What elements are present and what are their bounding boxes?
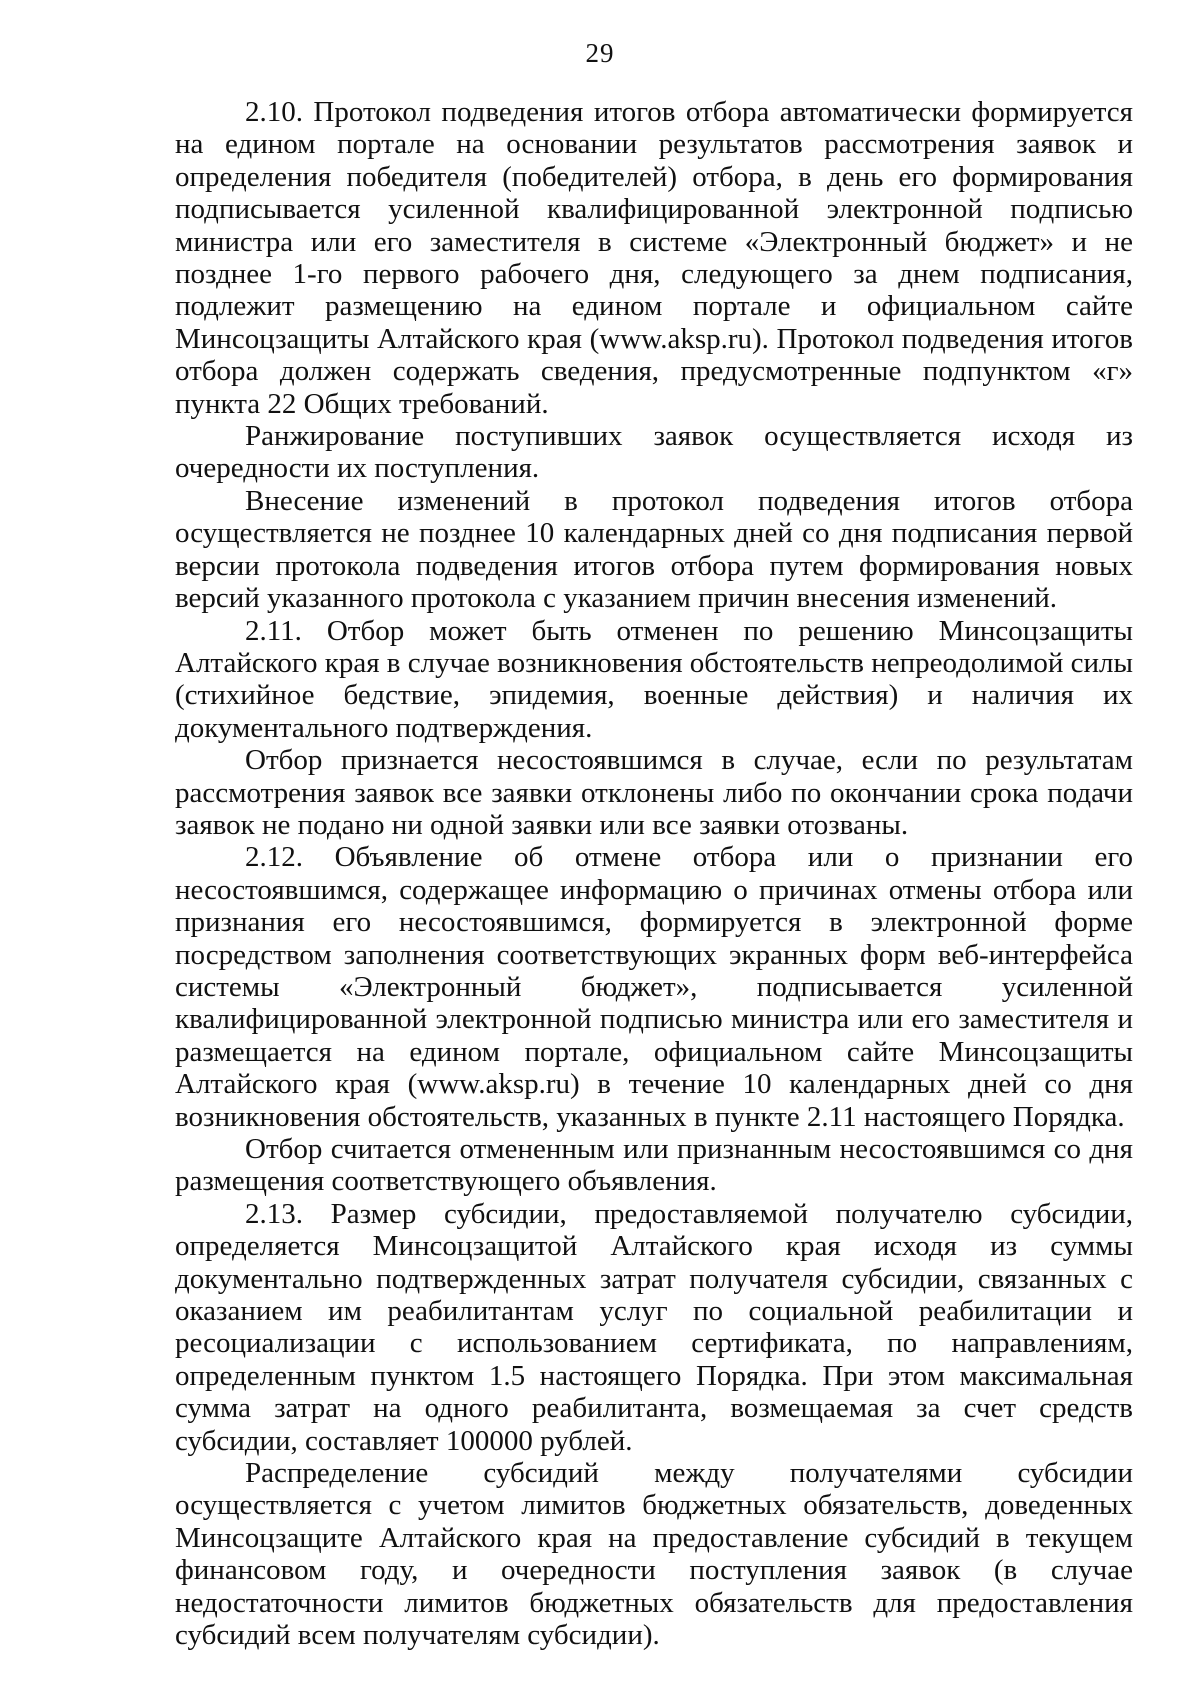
paragraph-2-11: 2.11. Отбор может быть отменен по решению Минсоцзащиты Алтайского края в случае возникновения обстоятельств непреодолимой силы (стихийное бедствие, эпидемия, военные действия) и наличия их документального подтверждения. [175, 614, 1133, 744]
document-body [175, 96, 1133, 1652]
paragraph-2-10: 2.10. Протокол подведения итогов отбора автоматически формируется на едином портале на основании результатов рассмотрения заявок и определения победителя (победителей) отбора, в день его формирования подписывается усиленной квалифицированной электронной подписью министра или его заместителя в системе «Электронный бюджет» и не позднее 1-го первого рабочего дня, следующего за днем подписания, подлежит размещению на едином портале и официальном сайте Минсоцзащиты Алтайского края (www.aksp.ru). Протокол подведения итогов отбора должен содержать сведения, предусмотренные подпунктом «г» пункта 22 Общих требований. [175, 96, 1133, 420]
paragraph-2-12: 2.12. Объявление об отмене отбора или о признании его несостоявшимся, содержащее информацию о причинах отмены отбора или признания его несостоявшимся, формируется в электронной форме посредством заполнения соответствующих экранных форм веб-интерфейса системы «Электронный бюджет», подписывается усиленной квалифицированной электронной подписью министра или его заместителя и размещается на едином портале, официальном сайте Минсоцзащиты Алтайского края (www.aksp.ru) в течение 10 календарных дней со дня возникновения обстоятельств, указанных в пункте 2.11 настоящего Порядка. [175, 841, 1133, 1133]
paragraph-ranking: Ранжирование поступивших заявок осуществляется исходя из очередности их поступления. [175, 420, 1133, 485]
page-number: 29 [585, 38, 615, 68]
paragraph-2-13: 2.13. Размер субсидии, предоставляемой получателю субсидии, определяется Минсоцзащитой Алтайского края исходя из суммы документально подтвержденных затрат получателя субсидии, связанных с оказанием им реабилитантам услуг по социальной реабилитации и ресоциализации с использованием сертификата, по направлениям, определенным пунктом 1.5 настоящего Порядка. При этом максимальная сумма затрат на одного реабилитанта, возмещаемая за счет средств субсидии, составляет 100000 рублей. [175, 1197, 1133, 1457]
paragraph-cancelled-selection: Отбор считается отмененным или признанным несостоявшимся со дня размещения соответствующего объявления. [175, 1133, 1133, 1198]
paragraph-failed-selection: Отбор признается несостоявшимся в случае, если по результатам рассмотрения заявок все заявки отклонены либо по окончании срока подачи заявок не подано ни одной заявки или все заявки отозваны. [175, 744, 1133, 841]
paragraph-subsidy-distribution: Распределение субсидий между получателями субсидии осуществляется с учетом лимитов бюджетных обязательств, доведенных Минсоцзащите Алтайского края на предоставление субсидий в текущем финансовом году, и очередности поступления заявок (в случае недостаточности лимитов бюджетных обязательств для предоставления субсидий всем получателям субсидии). [175, 1457, 1133, 1652]
paragraph-protocol-changes: Внесение изменений в протокол подведения итогов отбора осуществляется не позднее 10 календарных дней со дня подписания первой версии протокола подведения итогов отбора путем формирования новых версий указанного протокола с указанием причин внесения изменений. [175, 484, 1133, 615]
